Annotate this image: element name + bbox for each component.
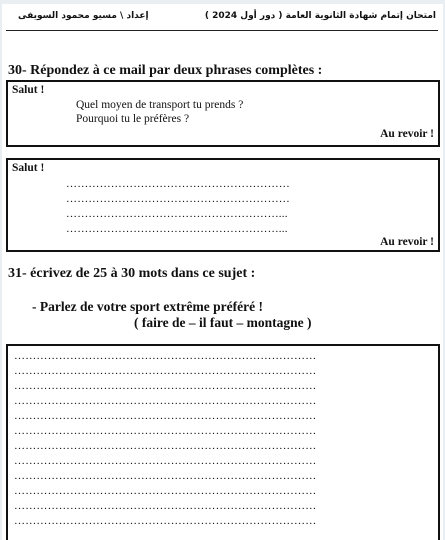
essay-line[interactable]: ……………………………………………………………………… bbox=[14, 455, 317, 467]
essay-line[interactable]: ……………………………………………………………………… bbox=[14, 395, 317, 407]
answer-greeting: Salut ! bbox=[12, 162, 45, 174]
essay-line[interactable]: ……………………………………………………………………… bbox=[14, 425, 317, 437]
author-credit: إعداد \ مسيو محمود السويفى bbox=[18, 11, 149, 21]
essay-answer-box bbox=[6, 344, 440, 540]
essay-subject: - Parlez de votre sport extrême préféré ! bbox=[32, 299, 263, 314]
question-30-title: 30- Répondez à ce mail par deux phrases complètes : bbox=[8, 63, 323, 78]
essay-line[interactable]: ……………………………………………………………………… bbox=[14, 485, 317, 497]
essay-line[interactable]: ……………………………………………………………………… bbox=[14, 365, 317, 377]
answer-line[interactable]: …………………………………………………... bbox=[66, 208, 288, 220]
essay-line[interactable]: ……………………………………………………………………… bbox=[14, 515, 317, 527]
answer-line[interactable]: …………………………………………………... bbox=[66, 223, 288, 235]
answer-line[interactable]: …………………………………………………… bbox=[66, 178, 290, 190]
exam-header bbox=[6, 8, 438, 31]
exam-title: امتحان إتمام شهادة الثانوية العامة ( دور أول 2024 ) bbox=[204, 11, 436, 21]
mail-closing: Au revoir ! bbox=[380, 128, 434, 140]
answer-closing: Au revoir ! bbox=[380, 236, 434, 248]
answer-line[interactable]: …………………………………………………… bbox=[66, 193, 290, 205]
essay-line[interactable]: ……………………………………………………………………… bbox=[14, 500, 317, 512]
answer-mail-box bbox=[6, 158, 440, 252]
essay-line[interactable]: ……………………………………………………………………… bbox=[14, 440, 317, 452]
essay-line[interactable]: ……………………………………………………………………… bbox=[14, 410, 317, 422]
question-31-title: 31- écrivez de 25 à 30 mots dans ce sujet : bbox=[8, 266, 256, 281]
essay-hints: ( faire de – il faut – montagne ) bbox=[134, 315, 312, 330]
essay-line[interactable]: ……………………………………………………………………… bbox=[14, 380, 317, 392]
exam-page bbox=[2, 4, 443, 540]
mail-line-2: Pourquoi tu le préfères ? bbox=[76, 113, 190, 125]
mail-box bbox=[6, 80, 440, 147]
essay-line[interactable]: ……………………………………………………………………… bbox=[14, 350, 317, 362]
mail-line-1: Quel moyen de transport tu prends ? bbox=[76, 99, 244, 111]
mail-greeting: Salut ! bbox=[12, 84, 45, 96]
essay-line[interactable]: ……………………………………………………………………… bbox=[14, 470, 317, 482]
